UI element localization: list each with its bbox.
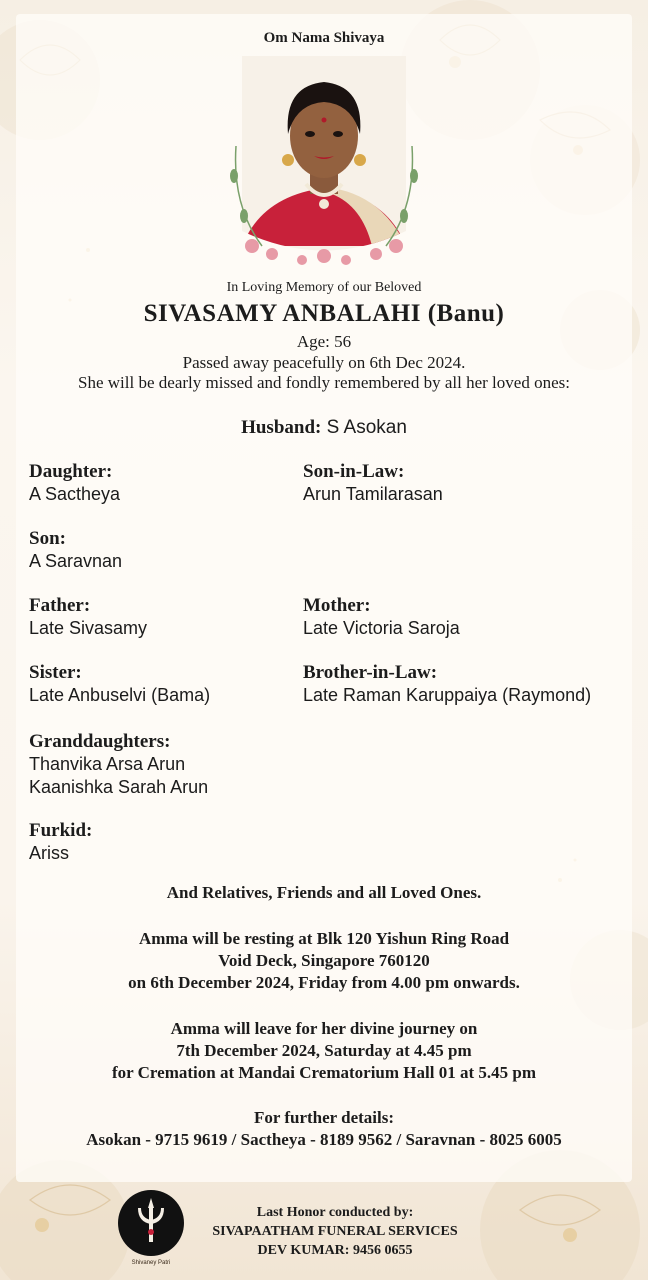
relatives-friends-line: And Relatives, Friends and all Loved Ones. xyxy=(166,883,482,902)
son-in-law-name: Arun Tamilarasan xyxy=(303,484,443,504)
relative-father xyxy=(29,595,289,640)
details-title: For further details: xyxy=(253,1108,395,1127)
passed-away-line: Passed away peacefully on 6th Dec 2024. xyxy=(182,353,466,372)
granddaughter-name: Kaanishka Sarah Arun xyxy=(29,777,209,797)
son-label: Son: xyxy=(29,528,66,549)
remembered-line: She will be dearly missed and fondly remembered by all her loved ones: xyxy=(78,373,570,392)
funeral-service-logo xyxy=(116,1188,186,1258)
age: Age: 56 xyxy=(296,332,352,351)
brother-in-law-label: Brother-in-Law: xyxy=(303,662,438,683)
conducted-by-label: Last Honor conducted by: xyxy=(256,1205,414,1220)
relative-son-in-law xyxy=(303,461,633,506)
contact-numbers: Asokan - 9715 9619 / Sactheya - 8189 9562 / Saravnan - 8025 6005 xyxy=(86,1130,562,1149)
sister-label: Sister: xyxy=(29,662,82,683)
journey-info xyxy=(0,1018,648,1084)
granddaughters-label: Granddaughters: xyxy=(29,731,171,752)
relative-granddaughters xyxy=(29,731,289,799)
relative-sister xyxy=(29,662,289,707)
portrait xyxy=(222,56,426,270)
father-label: Father: xyxy=(29,595,91,616)
relative-brother-in-law xyxy=(303,662,643,707)
logo-caption: Shivaney Patri xyxy=(131,1260,171,1266)
funeral-contact: DEV KUMAR: 9456 0655 xyxy=(257,1243,413,1258)
furkid-label: Furkid: xyxy=(29,820,93,841)
mother-label: Mother: xyxy=(303,595,371,616)
funeral-service-info xyxy=(200,1203,470,1260)
granddaughter-name: Thanvika Arsa Arun xyxy=(29,754,186,774)
husband-name: S Asokan xyxy=(326,417,407,438)
relative-son xyxy=(29,528,289,573)
relative-furkid xyxy=(29,820,289,865)
funeral-company-name: SIVAPAATHAM FUNERAL SERVICES xyxy=(212,1224,458,1239)
journey-line: for Cremation at Mandai Crematorium Hall 01 at 5.45 pm xyxy=(111,1063,536,1082)
resting-info xyxy=(0,928,648,994)
husband-label: Husband: xyxy=(241,417,322,438)
journey-line: Amma will leave for her divine journey on xyxy=(170,1019,478,1038)
resting-line: Amma will be resting at Blk 120 Yishun Ring Road xyxy=(138,929,510,948)
sister-name: Late Anbuselvi (Bama) xyxy=(29,685,211,705)
daughter-label: Daughter: xyxy=(29,461,113,482)
trident-logo-icon xyxy=(116,1188,186,1258)
invocation-heading: Om Nama Shivaya xyxy=(263,30,385,46)
deceased-name: SIVASAMY ANBALAHI (Banu) xyxy=(143,300,505,327)
resting-line: Void Deck, Singapore 760120 xyxy=(218,951,430,970)
son-name: A Saravnan xyxy=(29,551,123,571)
resting-line: on 6th December 2024, Friday from 4.00 pm onwards. xyxy=(128,973,520,992)
brother-in-law-name: Late Raman Karuppaiya (Raymond) xyxy=(303,685,592,705)
mother-name: Late Victoria Saroja xyxy=(303,618,460,638)
daughter-name: A Sactheya xyxy=(29,484,121,504)
husband-line xyxy=(0,417,648,439)
memory-intro: In Loving Memory of our Beloved xyxy=(226,280,422,295)
relative-mother xyxy=(303,595,633,640)
journey-line: 7th December 2024, Saturday at 4.45 pm xyxy=(176,1041,472,1060)
furkid-name: Ariss xyxy=(29,843,69,863)
relative-daughter xyxy=(29,461,289,506)
portrait-photo-icon xyxy=(222,56,426,270)
father-name: Late Sivasamy xyxy=(29,618,148,638)
son-in-law-label: Son-in-Law: xyxy=(303,461,405,482)
